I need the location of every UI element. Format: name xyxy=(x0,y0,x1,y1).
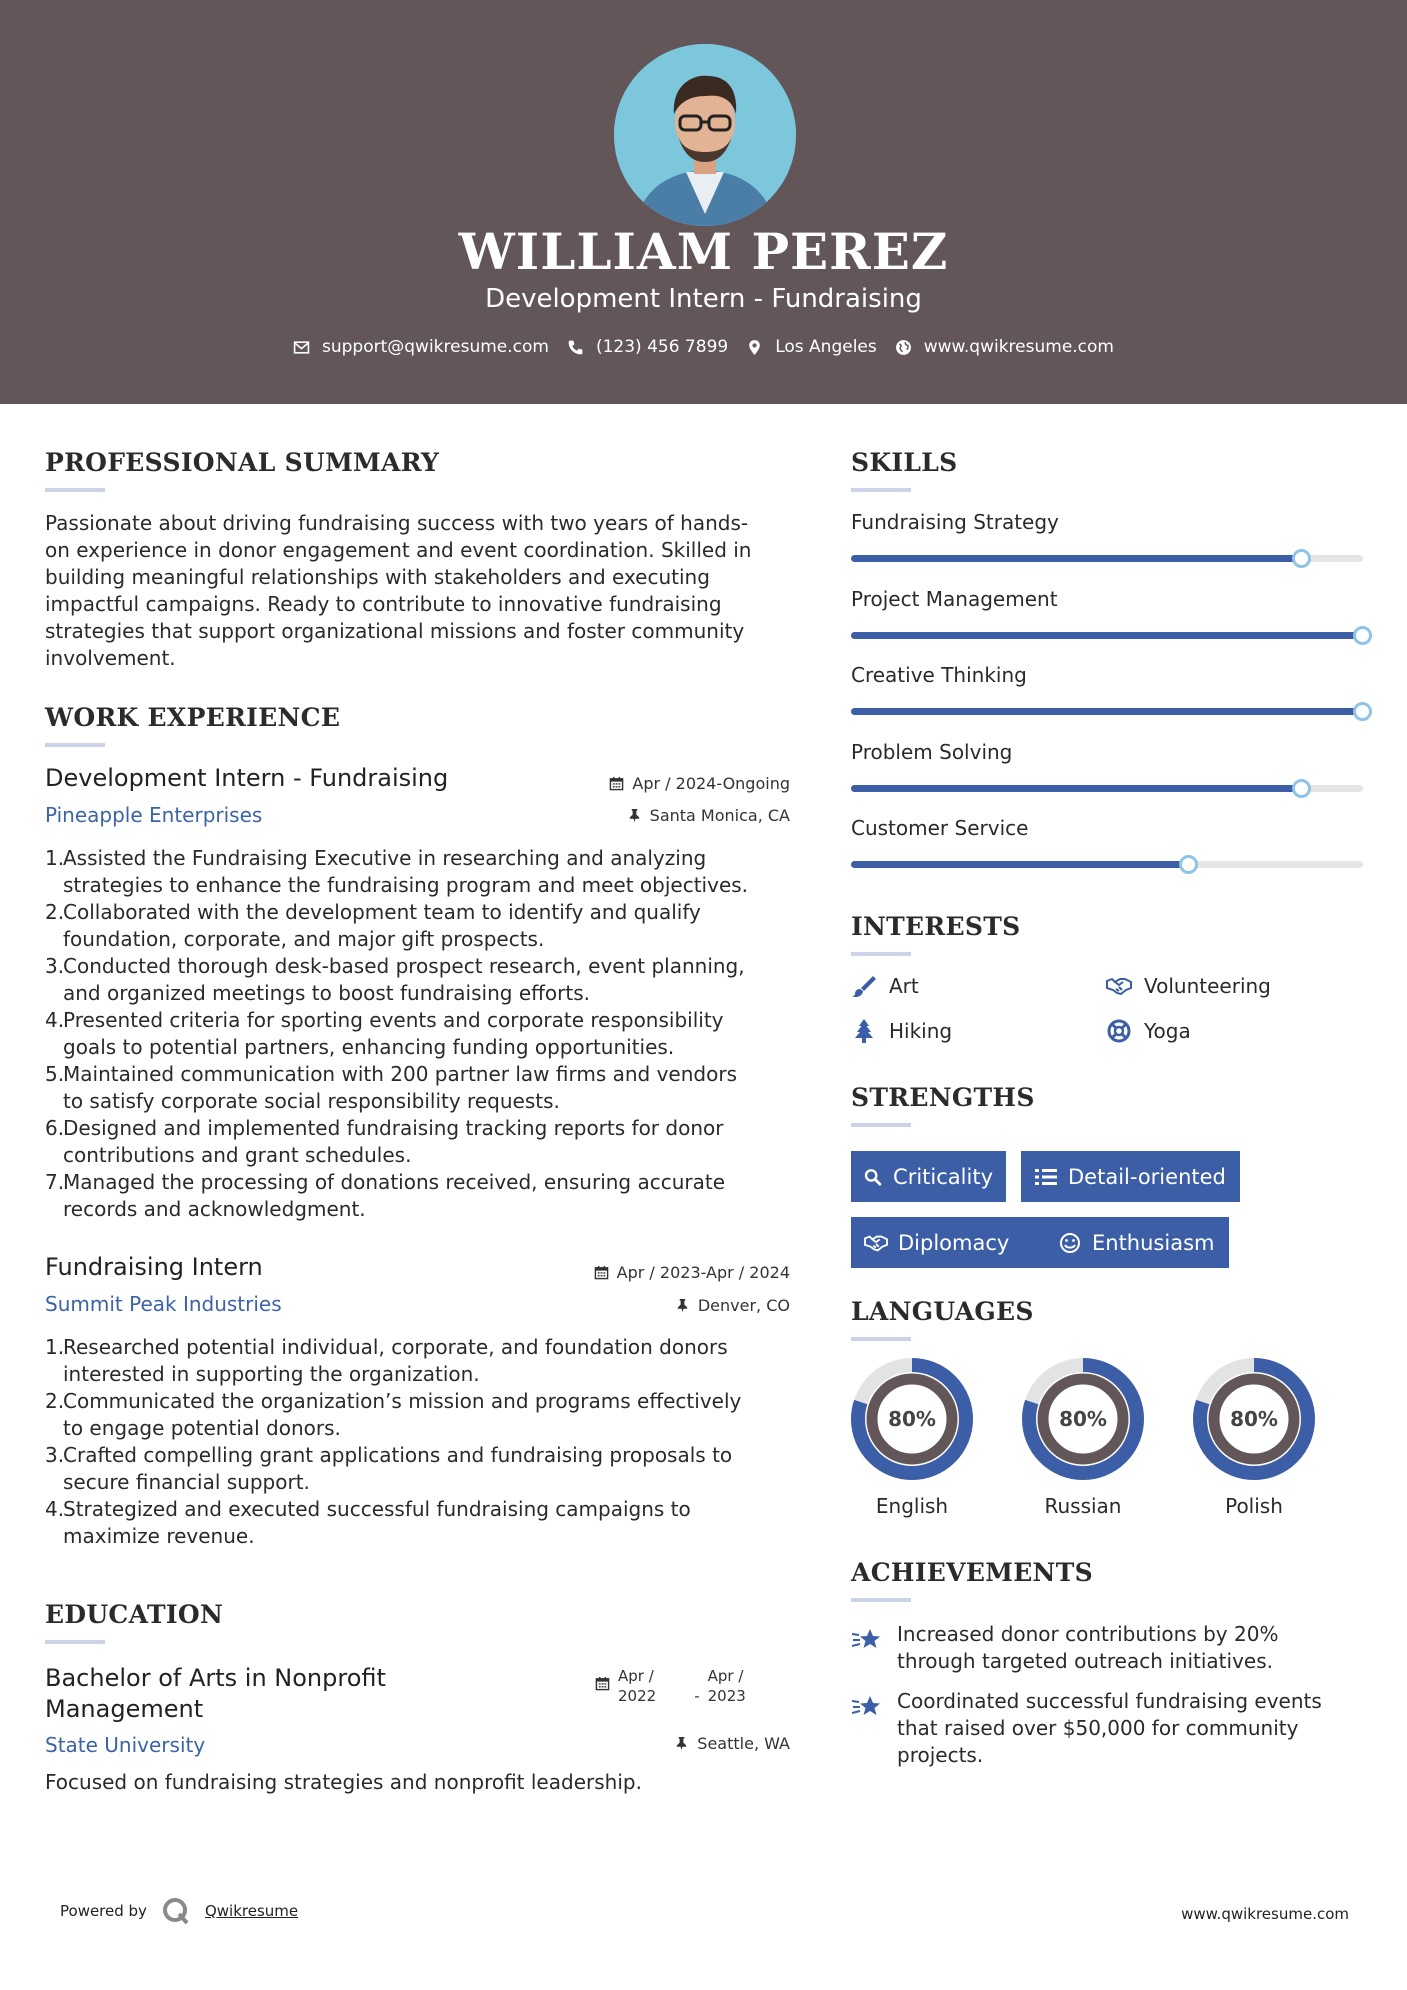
pushpin-icon xyxy=(674,1736,689,1751)
language-item xyxy=(851,1358,973,1518)
strength-badge-detail-oriented: Detail-oriented xyxy=(1021,1151,1240,1202)
skill-bar xyxy=(851,785,1363,792)
education-heading: EDUCATION xyxy=(45,1600,224,1629)
location-text: Denver, CO xyxy=(697,1296,790,1315)
company-name: Summit Peak Industries xyxy=(45,1292,282,1316)
duty-item: Strategized and executed successful fundraising campaigns to maximize revenue. xyxy=(63,1497,691,1548)
calendar-icon xyxy=(594,1265,609,1280)
language-name: Polish xyxy=(1225,1494,1283,1518)
skills-divider xyxy=(851,488,911,492)
skill-bar xyxy=(851,555,1363,562)
location-text: Santa Monica, CA xyxy=(649,806,790,825)
language-donut xyxy=(1193,1358,1315,1480)
strengths-divider xyxy=(851,1123,911,1127)
list-icon xyxy=(1034,1166,1058,1188)
duty-item: Maintained communication with 200 partner law firms and vendors to satisfy corporate social responsibility requests. xyxy=(63,1062,737,1113)
interest-item-art: Art xyxy=(851,974,919,998)
location-text: Los Angeles xyxy=(775,337,877,357)
duty-item: Communicated the organization’s mission and programs effectively to engage potential donors. xyxy=(63,1389,742,1440)
website-text: www.qwikresume.com xyxy=(923,337,1114,357)
job-duties xyxy=(45,845,805,1223)
summary-line: on experience in donor engagement and event coordination. Skilled in xyxy=(45,538,752,562)
pushpin-icon xyxy=(627,808,642,823)
footer-powered-by xyxy=(60,1896,298,1926)
language-item xyxy=(1193,1358,1315,1518)
end-date: Apr / 2023 xyxy=(707,1667,746,1705)
summary-text xyxy=(45,510,797,672)
duty-item: Collaborated with the development team to identify and qualify foundation, corporate, and major gift prospects. xyxy=(63,900,701,951)
lifebuoy-icon xyxy=(1106,1019,1132,1043)
company-name: Pineapple Enterprises xyxy=(45,803,263,827)
smile-icon xyxy=(1058,1232,1082,1254)
duty-item: Crafted compelling grant applications and fundraising proposals to secure financial support. xyxy=(63,1443,733,1494)
email-text: support@qwikresume.com xyxy=(322,337,549,357)
interest-item-yoga: Yoga xyxy=(1106,1019,1191,1043)
job-title: Development Intern - Fundraising xyxy=(45,764,449,792)
job-date xyxy=(480,1263,790,1282)
strength-badge-diplomacy: Diplomacy xyxy=(851,1217,1047,1268)
qwikresume-logo-icon xyxy=(161,1896,191,1926)
contact-location xyxy=(746,337,877,357)
summary-line: impactful campaigns. Ready to contribute to innovative fundraising xyxy=(45,592,722,616)
skill-bar xyxy=(851,708,1363,715)
summary-line: strategies that support organizational missions and foster community xyxy=(45,619,745,643)
degree-title: Bachelor of Arts in Nonprofit Management xyxy=(45,1664,386,1723)
skill-name: Creative Thinking xyxy=(851,663,1027,687)
search-icon xyxy=(864,1166,883,1188)
skill-bar-knob xyxy=(1292,779,1311,798)
handshake-icon xyxy=(864,1232,888,1254)
summary-line: involvement. xyxy=(45,646,176,670)
map-pin-icon xyxy=(746,339,763,356)
candidate-role: Development Intern - Fundraising xyxy=(485,284,922,314)
resume-header xyxy=(0,0,1407,404)
strength-badge-enthusiasm: Enthusiasm xyxy=(1045,1217,1229,1268)
duty-item: Researched potential individual, corporate, and foundation donors interested in supporting the organization. xyxy=(63,1335,728,1386)
achievements-divider xyxy=(851,1598,911,1602)
language-name: Russian xyxy=(1044,1494,1122,1518)
contact-phone[interactable] xyxy=(567,337,728,357)
school-name: State University xyxy=(45,1733,206,1757)
skill-name: Fundraising Strategy xyxy=(851,510,1059,534)
achievement-item: Increased donor contributions by 20% through targeted outreach initiatives. xyxy=(851,1621,1351,1675)
job-location xyxy=(480,1296,790,1315)
footer-website[interactable]: www.qwikresume.com xyxy=(1181,1905,1349,1923)
powered-by-label: Powered by xyxy=(60,1902,147,1920)
shooting-star-icon xyxy=(851,1625,881,1655)
pushpin-icon xyxy=(675,1298,690,1313)
contact-bar xyxy=(0,337,1407,357)
paintbrush-icon xyxy=(851,974,877,998)
skill-bar-fill xyxy=(851,861,1189,868)
summary-heading: PROFESSIONAL SUMMARY xyxy=(45,448,440,477)
languages-divider xyxy=(851,1337,911,1341)
achievements-heading: ACHIEVEMENTS xyxy=(851,1558,1093,1587)
language-name: English xyxy=(875,1494,949,1518)
skill-bar-knob xyxy=(1353,626,1372,645)
duty-item: Managed the processing of donations received, ensuring accurate records and acknowledgment. xyxy=(63,1170,726,1221)
skill-bar-fill xyxy=(851,632,1363,639)
contact-website[interactable] xyxy=(895,337,1114,357)
contact-email[interactable] xyxy=(293,337,549,357)
calendar-icon xyxy=(609,776,624,791)
language-donut xyxy=(851,1358,973,1480)
date-text: Apr / 2023-Apr / 2024 xyxy=(616,1263,790,1282)
education-description: Focused on fundraising strategies and nonprofit leadership. xyxy=(45,1770,642,1794)
phone-text: (123) 456 7899 xyxy=(595,337,729,357)
language-donut xyxy=(1022,1358,1144,1480)
language-percent: 80% xyxy=(888,1407,936,1431)
summary-line: building meaningful relationships with stakeholders and executing xyxy=(45,565,710,589)
qwikresume-link[interactable]: Qwikresume xyxy=(204,1902,299,1920)
language-percent: 80% xyxy=(1059,1407,1107,1431)
job-date xyxy=(480,774,790,793)
envelope-icon xyxy=(293,339,310,356)
languages-heading: LANGUAGES xyxy=(851,1297,1034,1326)
summary-divider xyxy=(45,488,105,492)
skills-heading: SKILLS xyxy=(851,448,958,477)
language-item xyxy=(1022,1358,1144,1518)
phone-icon xyxy=(567,339,584,356)
globe-icon xyxy=(895,339,912,356)
skill-bar xyxy=(851,632,1363,639)
education-dates xyxy=(595,1666,746,1706)
strength-badge-criticality: Criticality xyxy=(851,1151,1006,1202)
interest-item-hiking: Hiking xyxy=(851,1019,952,1043)
candidate-name: WILLIAM PEREZ xyxy=(458,222,949,281)
skill-bar-knob xyxy=(1179,855,1198,874)
location-text: Seattle, WA xyxy=(697,1734,790,1753)
experience-divider xyxy=(45,743,105,747)
skill-bar-fill xyxy=(851,785,1302,792)
job-duties xyxy=(45,1334,805,1550)
language-percent: 80% xyxy=(1230,1407,1278,1431)
interests-divider xyxy=(851,952,911,956)
duty-item: Presented criteria for sporting events and corporate responsibility goals to potential partners, enhancing funding opportunities. xyxy=(63,1008,724,1059)
education-location xyxy=(480,1734,790,1753)
job-location xyxy=(480,806,790,825)
skill-bar-knob xyxy=(1292,549,1311,568)
education-divider xyxy=(45,1640,105,1644)
interest-item-volunteering: Volunteering xyxy=(1106,974,1271,998)
summary-line: Passionate about driving fundraising success with two years of hands- xyxy=(45,511,749,535)
skill-name: Project Management xyxy=(851,586,1058,611)
tree-icon xyxy=(851,1019,877,1043)
skill-name: Problem Solving xyxy=(851,739,1013,764)
date-text: Apr / 2024-Ongoing xyxy=(632,774,790,793)
date-separator: - xyxy=(694,1687,700,1705)
calendar-icon xyxy=(595,1676,610,1691)
shooting-star-icon xyxy=(851,1692,881,1722)
job-title: Fundraising Intern xyxy=(45,1253,263,1281)
interests-heading: INTERESTS xyxy=(851,912,1021,941)
skill-bar xyxy=(851,861,1363,868)
duty-item: Assisted the Fundraising Executive in researching and analyzing strategies to enhance the fundraising program and meet objectives. xyxy=(63,846,749,897)
handshake-icon xyxy=(1106,974,1132,998)
strengths-heading: STRENGTHS xyxy=(851,1083,1035,1112)
duty-item: Designed and implemented fundraising tracking reports for donor contributions and grant schedules. xyxy=(63,1116,724,1167)
skill-bar-fill xyxy=(851,555,1302,562)
skill-bar-knob xyxy=(1353,702,1372,721)
skill-name: Customer Service xyxy=(851,816,1029,840)
profile-photo xyxy=(614,44,796,226)
experience-heading: WORK EXPERIENCE xyxy=(45,703,341,732)
start-date: Apr / 2022 xyxy=(618,1667,657,1705)
achievement-item: Coordinated successful fundraising events that raised over $50,000 for community projects. xyxy=(851,1688,1351,1769)
duty-item: Conducted thorough desk-based prospect research, event planning, and organized meetings to boost fundraising efforts. xyxy=(63,954,745,1005)
skill-bar-fill xyxy=(851,708,1363,715)
